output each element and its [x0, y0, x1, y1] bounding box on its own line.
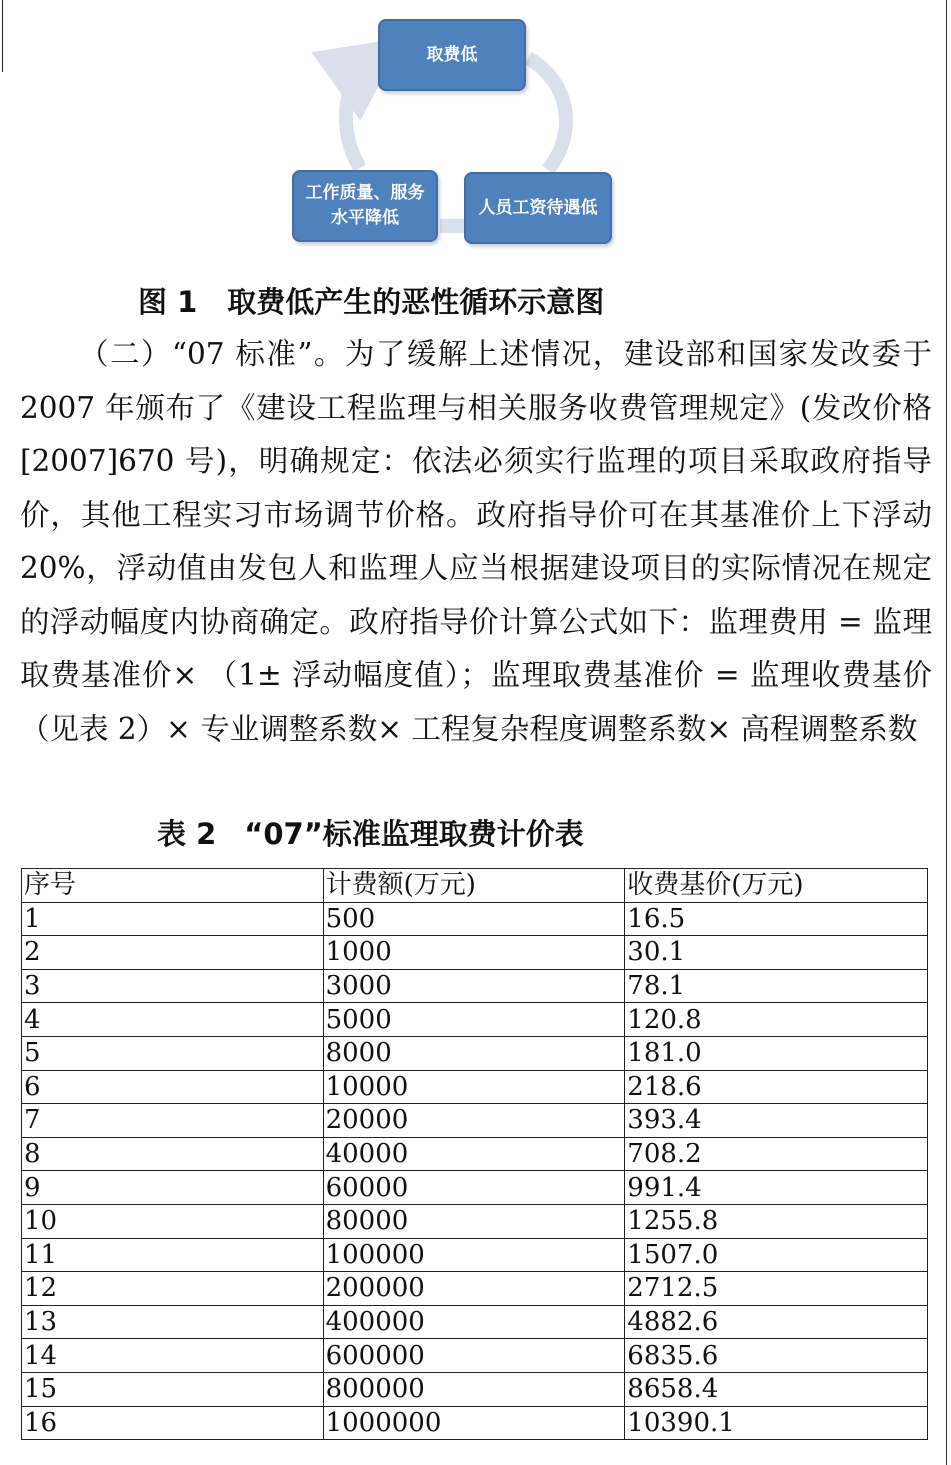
cell-base-price: 30.1 — [625, 936, 928, 970]
cell-base-price: 120.8 — [625, 1003, 928, 1037]
table-row — [22, 1305, 928, 1339]
cell-fee-amount: 3000 — [323, 969, 625, 1003]
cell-fee-amount: 80000 — [323, 1204, 625, 1238]
cell-fee-amount: 200000 — [323, 1272, 625, 1306]
cell-fee-amount: 20000 — [323, 1104, 625, 1138]
table-row — [22, 1070, 928, 1104]
header-index: 序号 — [22, 869, 324, 903]
cell-fee-amount: 10000 — [323, 1070, 625, 1104]
cell-fee-amount: 1000 — [323, 936, 625, 970]
figure-caption-text: 取费低产生的恶性循环示意图 — [227, 285, 605, 319]
header-base-price: 收费基价(万元) — [625, 869, 928, 903]
cell-base-price: 991.4 — [625, 1171, 928, 1205]
table-row — [22, 1104, 928, 1138]
cell-fee-amount: 1000000 — [323, 1406, 625, 1440]
cell-fee-amount: 5000 — [323, 1003, 625, 1037]
cell-base-price: 8658.4 — [625, 1372, 928, 1406]
cell-base-price: 1507.0 — [625, 1238, 928, 1272]
node-quality-decline-line2: 水平降低 — [331, 208, 399, 228]
cell-fee-amount: 8000 — [323, 1036, 625, 1070]
cell-fee-amount: 100000 — [323, 1238, 625, 1272]
cell-index: 9 — [22, 1171, 324, 1205]
figure-caption-number: 图 1 — [138, 285, 198, 319]
cell-index: 13 — [22, 1305, 324, 1339]
cell-base-price: 181.0 — [625, 1036, 928, 1070]
body-paragraph — [20, 328, 932, 756]
cell-index: 14 — [22, 1339, 324, 1373]
table-row — [22, 1339, 928, 1373]
table-row — [22, 1003, 928, 1037]
cell-index: 8 — [22, 1137, 324, 1171]
table-row — [22, 969, 928, 1003]
cell-fee-amount: 800000 — [323, 1372, 625, 1406]
table-row — [22, 1372, 928, 1406]
table-row — [22, 1204, 928, 1238]
table-row — [22, 1137, 928, 1171]
table-row — [22, 1272, 928, 1306]
table-row — [22, 1171, 928, 1205]
node-quality-decline — [292, 170, 438, 242]
cell-index: 12 — [22, 1272, 324, 1306]
cell-base-price: 16.5 — [625, 902, 928, 936]
cell-index: 5 — [22, 1036, 324, 1070]
table-row — [22, 936, 928, 970]
cell-base-price: 2712.5 — [625, 1272, 928, 1306]
table-caption-number: 表 2 — [157, 817, 217, 851]
figure-caption — [138, 280, 604, 321]
cell-index: 15 — [22, 1372, 324, 1406]
node-low-wages — [464, 172, 612, 244]
node-low-fee — [378, 19, 526, 91]
cell-base-price: 78.1 — [625, 969, 928, 1003]
cell-base-price: 708.2 — [625, 1137, 928, 1171]
node-low-wages-label: 人员工资待遇低 — [478, 197, 598, 218]
cell-index: 11 — [22, 1238, 324, 1272]
cell-base-price: 393.4 — [625, 1104, 928, 1138]
cell-index: 7 — [22, 1104, 324, 1138]
cell-base-price: 10390.1 — [625, 1406, 928, 1440]
table-row — [22, 1406, 928, 1440]
cell-fee-amount: 400000 — [323, 1305, 625, 1339]
table-caption-text: “07”标准监理取费计价表 — [244, 817, 584, 851]
cell-base-price: 6835.6 — [625, 1339, 928, 1373]
vicious-cycle-diagram — [280, 12, 620, 252]
cell-index: 1 — [22, 902, 324, 936]
table-row — [22, 902, 928, 936]
table-header-row — [22, 869, 928, 903]
table-row — [22, 1036, 928, 1070]
cell-base-price: 1255.8 — [625, 1204, 928, 1238]
body-paragraph-text: （二）“07 标准”。为了缓解上述情况，建设部和国家发改委于 2007 年颁布了《建设工程监理与相关服务收费管理规定》(发改价格[2007]670 号)，明确规定：依法必须实行监理的项目采取政府指导价，其他工程实习市场调节价格。政府指导价可在其基准价上下浮动 20%，浮动值由发包人和监理人应当根据建设项目的实际情况在规定的浮动幅度内协商确定。政府指导价计算公式如下：监理费用 = 监理取费基准价× （1± 浮动幅度值）；监理取费基准价 = 监理收费基价 （见表 2）× 专业调整系数× 工程复杂程度调整系数× 高程调整系数 — [20, 337, 932, 746]
cell-index: 3 — [22, 969, 324, 1003]
table-caption — [157, 812, 584, 853]
cycle-arrow-left — [346, 62, 370, 168]
node-quality-decline-line1: 工作质量、服务 — [305, 183, 425, 204]
cycle-arrow-right — [528, 58, 566, 170]
cell-base-price: 218.6 — [625, 1070, 928, 1104]
cell-index: 4 — [22, 1003, 324, 1037]
cell-index: 16 — [22, 1406, 324, 1440]
page-edge-left — [2, 0, 3, 72]
cell-fee-amount: 40000 — [323, 1137, 625, 1171]
node-low-fee-label: 取费低 — [426, 44, 478, 65]
cell-index: 2 — [22, 936, 324, 970]
header-fee-amount: 计费额(万元) — [323, 869, 625, 903]
page-edge-right — [946, 0, 947, 1465]
cell-index: 6 — [22, 1070, 324, 1104]
table-row — [22, 1238, 928, 1272]
cell-fee-amount: 600000 — [323, 1339, 625, 1373]
cell-fee-amount: 60000 — [323, 1171, 625, 1205]
cell-index: 10 — [22, 1204, 324, 1238]
cell-base-price: 4882.6 — [625, 1305, 928, 1339]
cell-fee-amount: 500 — [323, 902, 625, 936]
fee-table — [21, 868, 928, 1440]
